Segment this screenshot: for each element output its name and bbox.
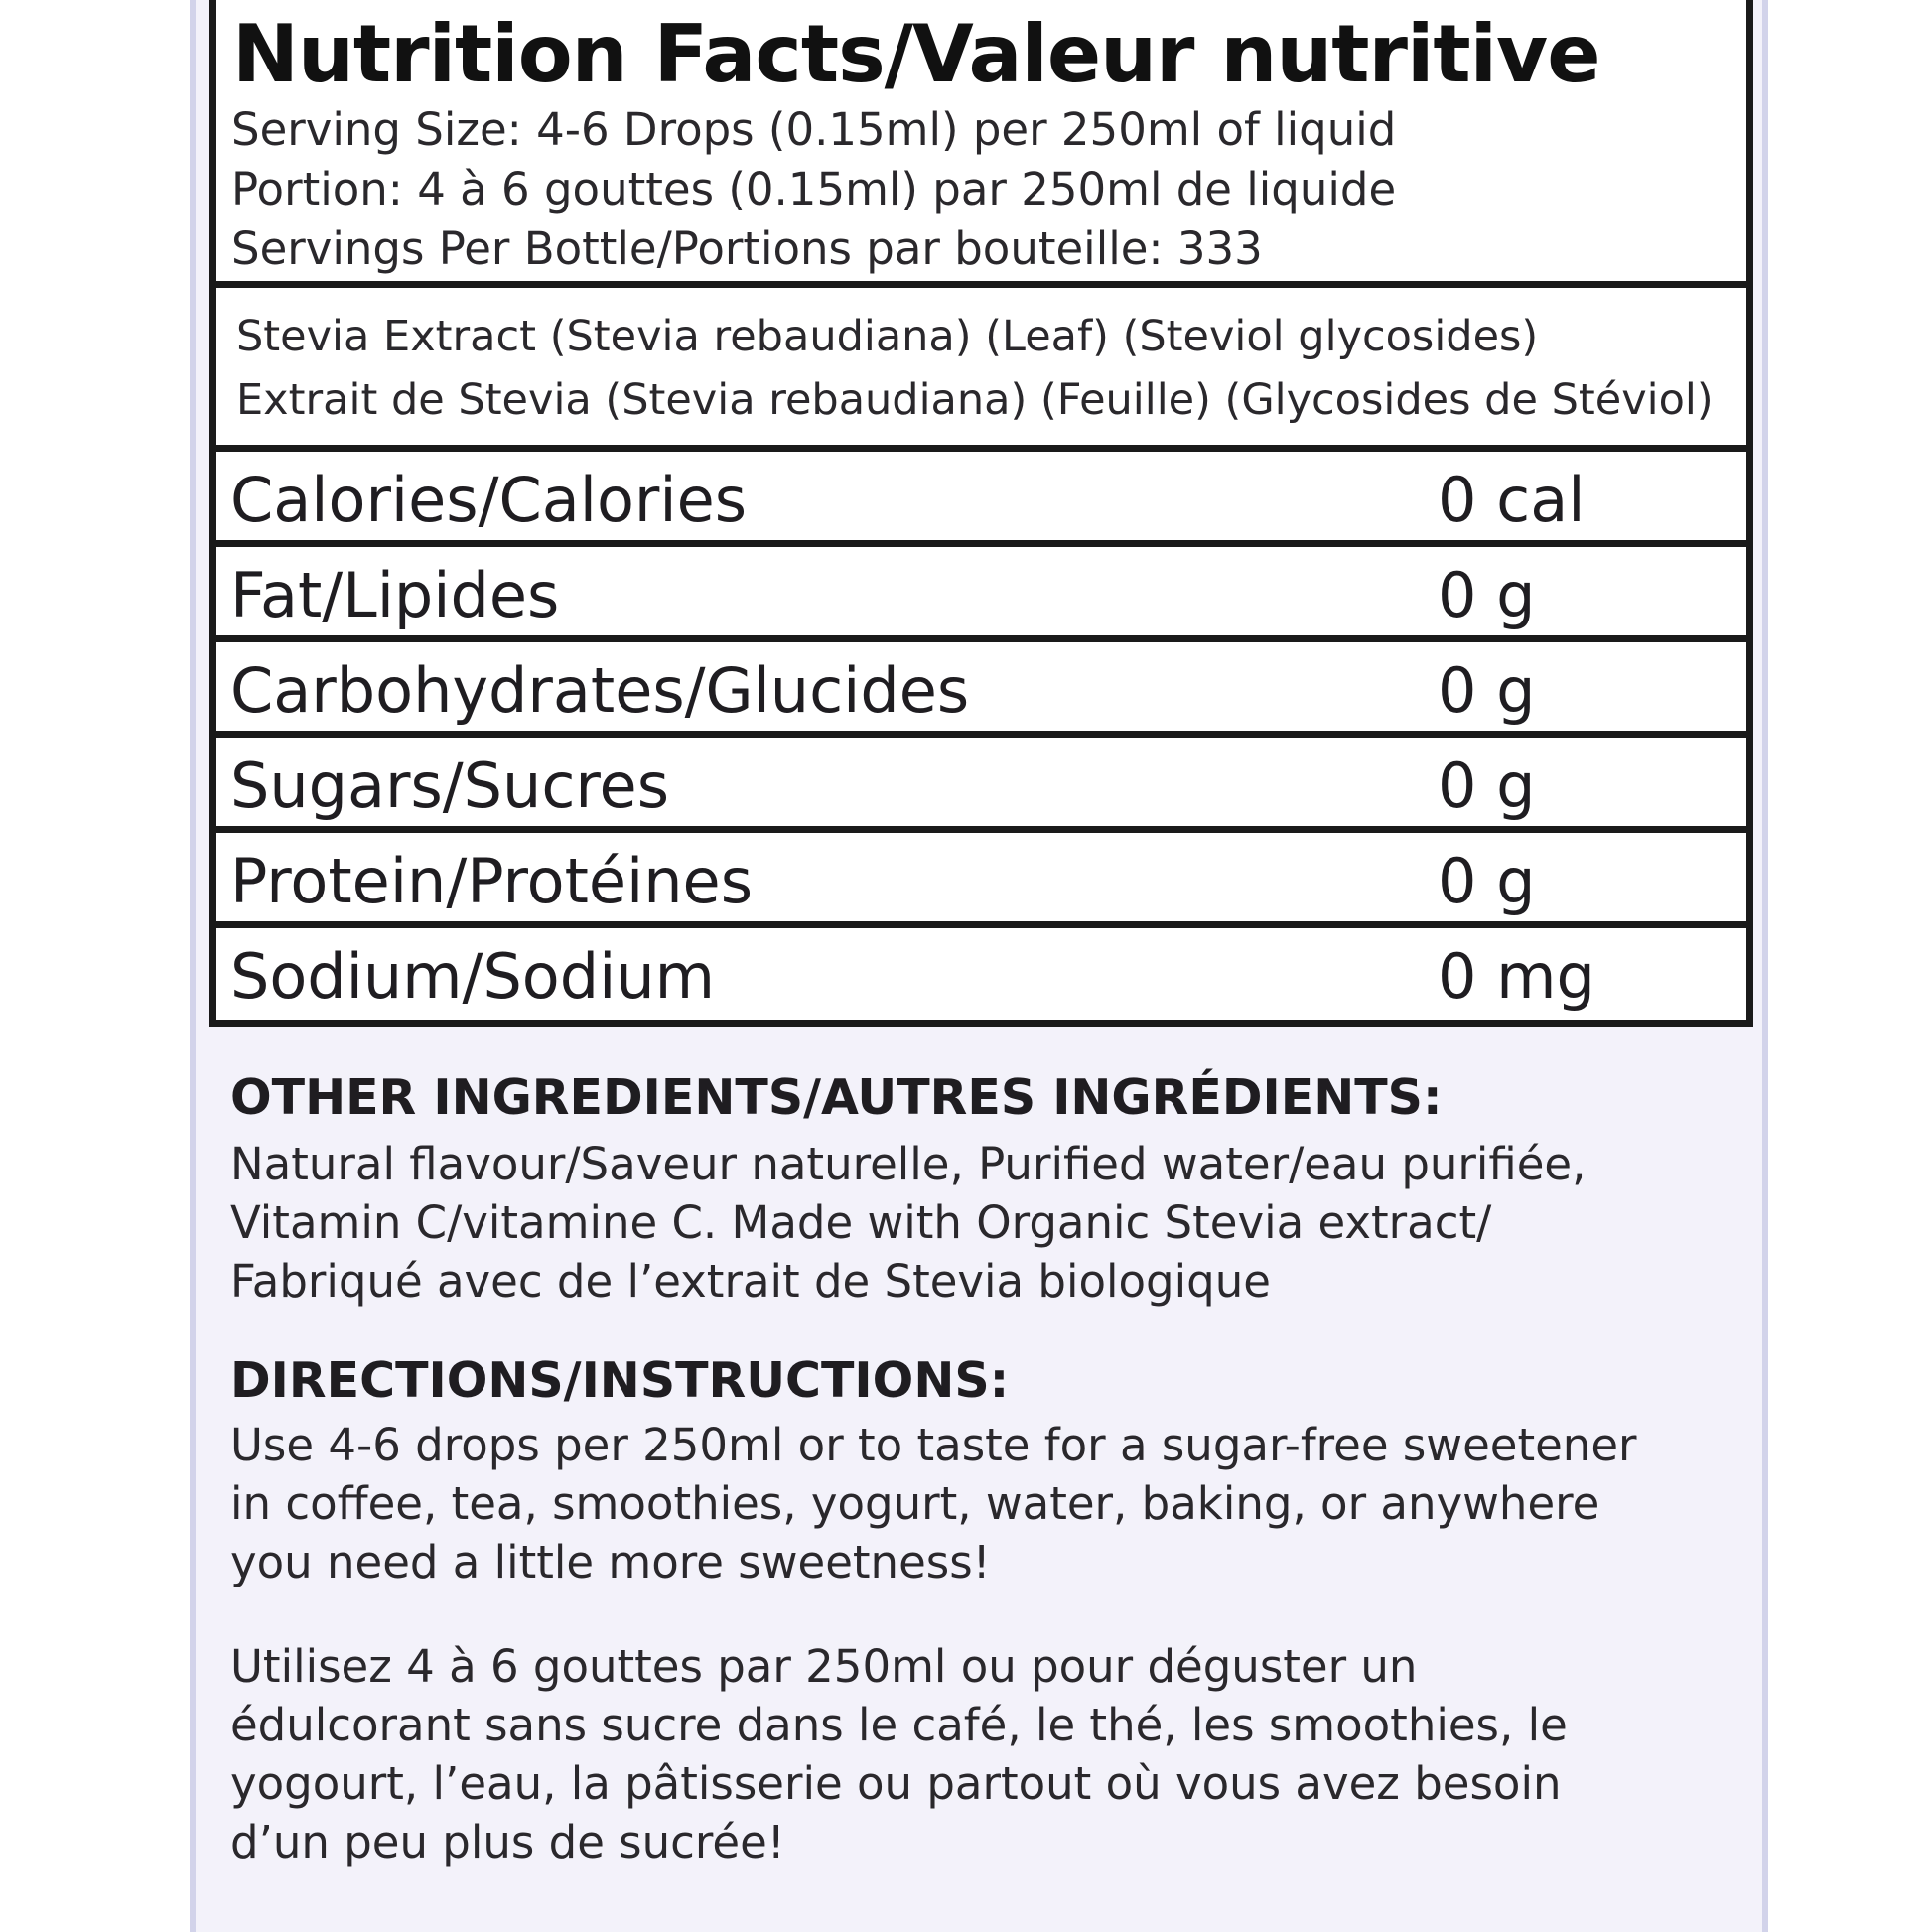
nutrient-label: Protein/Protéines [230, 845, 754, 917]
nutrient-row-fat [216, 547, 1746, 642]
other-ingredients-line: Vitamin C/vitamine C. Made with Organic Stevia extract/ [230, 1196, 1492, 1249]
nutrient-row-carbohydrates [216, 642, 1746, 738]
serving-size: Serving Size: 4-6 Drops (0.15ml) per 250ml of liquid [231, 103, 1397, 156]
nutrient-value: 0 g [1438, 750, 1536, 822]
nutrition-facts-table [209, 0, 1753, 1027]
nutrient-value: 0 cal [1438, 464, 1586, 536]
nutrient-label: Carbohydrates/Glucides [230, 654, 970, 727]
nutrient-row-calories [216, 452, 1746, 547]
servings-per-bottle: Servings Per Bottle/Portions par bouteille: 333 [231, 222, 1263, 275]
directions-french-line: Utilisez 4 à 6 gouttes par 250ml ou pour déguster un [230, 1640, 1418, 1693]
directions-french-line: d’un peu plus de sucrée! [230, 1816, 785, 1868]
directions-english-line: Use 4-6 drops per 250ml or to taste for a sugar-free sweetener [230, 1419, 1637, 1471]
ingredient-english: Stevia Extract (Stevia rebaudiana) (Leaf) (Steviol glycosides) [236, 312, 1539, 361]
directions-english-line: in coffee, tea, smoothies, yogurt, water, baking, or anywhere [230, 1477, 1600, 1530]
other-ingredients-line: Natural flavour/Saveur naturelle, Purified water/eau purifiée, [230, 1138, 1587, 1190]
nutrition-facts-header [216, 0, 1746, 288]
main-ingredient-section [216, 288, 1746, 452]
nutrient-row-sugars [216, 738, 1746, 833]
nutrient-row-protein [216, 833, 1746, 928]
nutrient-row-sodium [216, 928, 1746, 1024]
nutrient-label: Sodium/Sodium [230, 940, 716, 1013]
directions-french-line: édulcorant sans sucre dans le café, le thé, les smoothies, le [230, 1699, 1568, 1751]
portion: Portion: 4 à 6 gouttes (0.15ml) par 250ml de liquide [231, 163, 1397, 215]
other-ingredients-line: Fabriqué avec de l’extrait de Stevia biologique [230, 1255, 1271, 1308]
directions-english-line: you need a little more sweetness! [230, 1536, 991, 1588]
nutrient-label: Calories/Calories [230, 464, 748, 536]
nutrition-facts-title: Nutrition Facts/Valeur nutritive [232, 8, 1600, 100]
nutrient-value: 0 g [1438, 559, 1536, 631]
ingredient-french: Extrait de Stevia (Stevia rebaudiana) (Feuille) (Glycosides de Stéviol) [236, 375, 1714, 425]
other-ingredients-heading: OTHER INGREDIENTS/AUTRES INGRÉDIENTS: [230, 1069, 1443, 1126]
nutrient-value: 0 g [1438, 845, 1536, 917]
directions-french-line: yogourt, l’eau, la pâtisserie ou partout où vous avez besoin [230, 1757, 1562, 1810]
nutrient-label: Fat/Lipides [230, 559, 560, 631]
nutrient-value: 0 mg [1438, 940, 1595, 1013]
nutrient-value: 0 g [1438, 654, 1536, 727]
directions-heading: DIRECTIONS/INSTRUCTIONS: [230, 1352, 1010, 1409]
nutrient-label: Sugars/Sucres [230, 750, 669, 822]
